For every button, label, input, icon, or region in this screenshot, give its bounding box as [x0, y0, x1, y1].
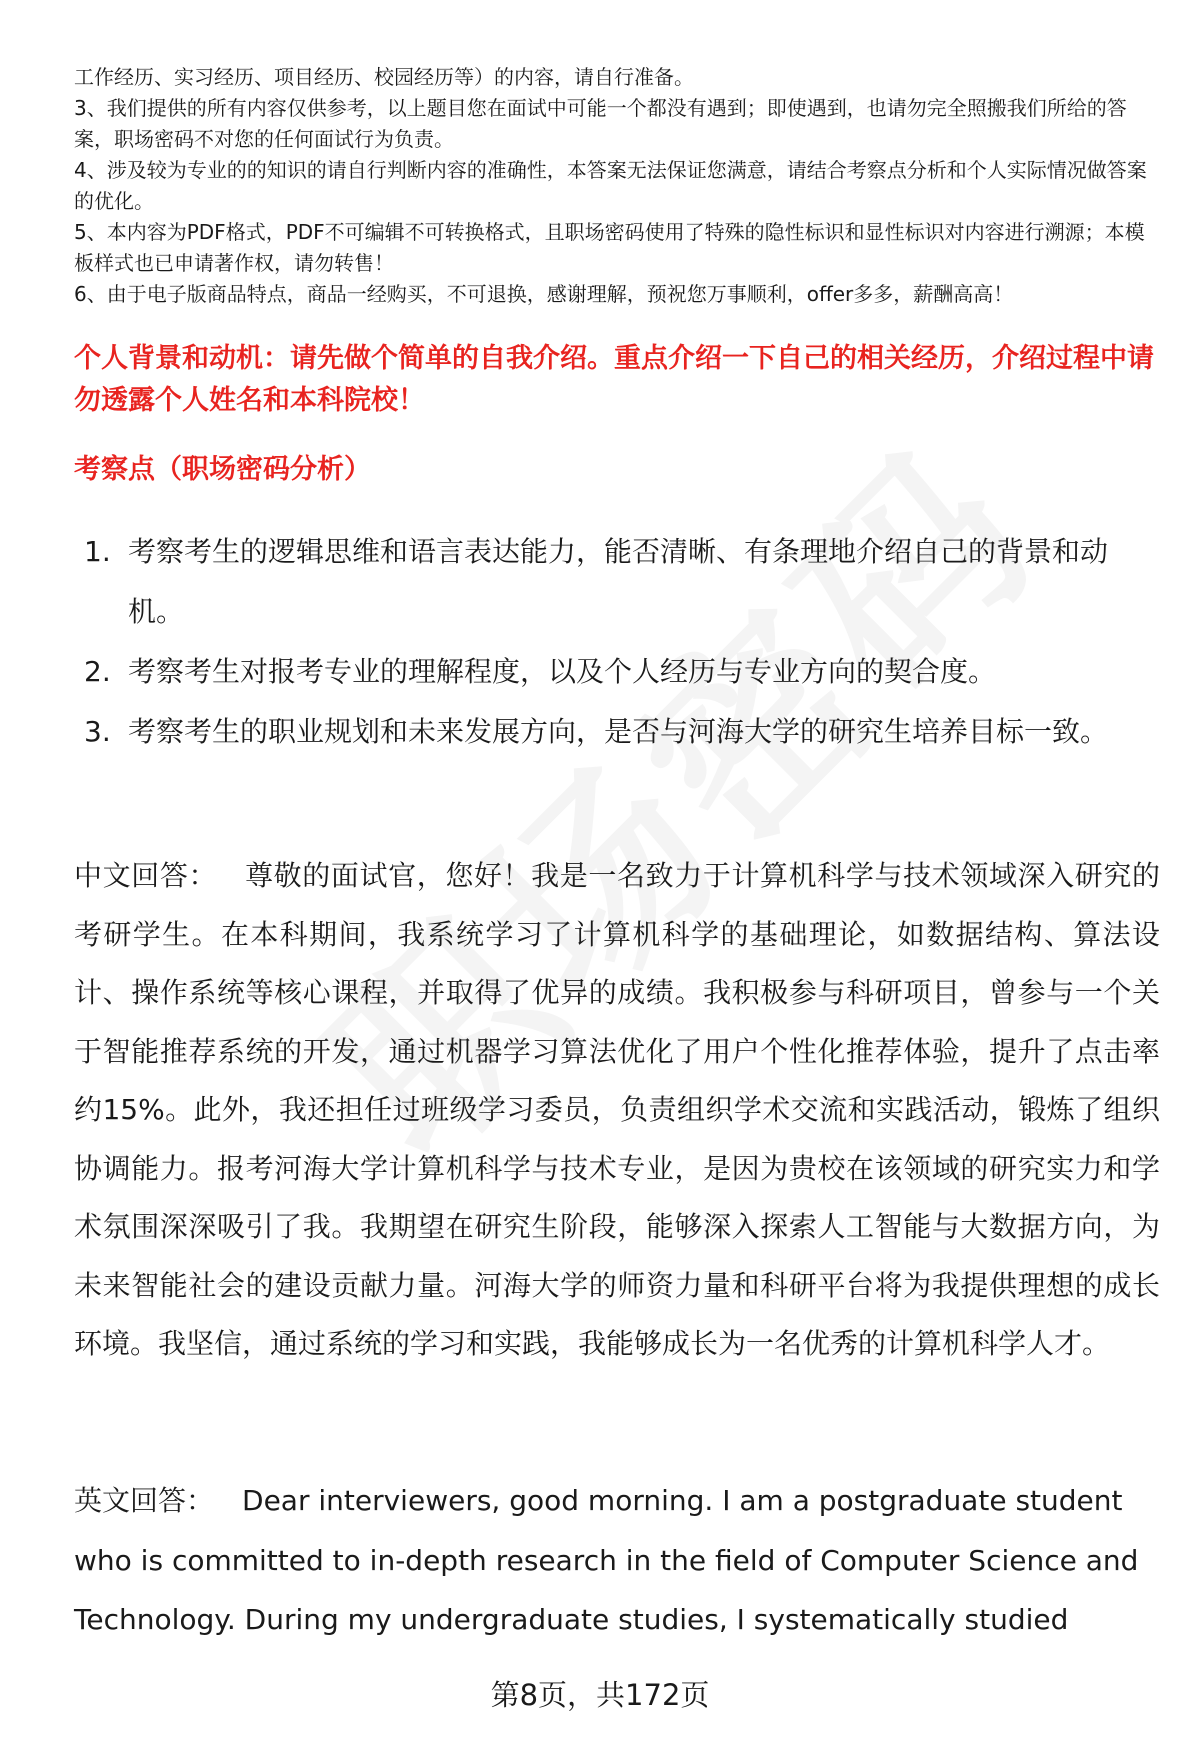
note-line: 工作经历、实习经历、项目经历、校园经历等）的内容，请自行准备。 — [74, 65, 694, 89]
list-text: 考察考生对报考专业的理解程度，以及个人经历与专业方向的契合度。 — [128, 655, 997, 688]
list-number: 3. — [84, 715, 111, 748]
note-line: 4、涉及较为专业的的知识的请自行判断内容的准确性，本答案无法保证您满意，请结合考察点分析和个人实际情况做答案的优化。 — [74, 158, 1147, 213]
list-item — [84, 702, 1144, 762]
analysis-title: 考察点（职场密码分析） — [74, 454, 371, 485]
english-answer — [74, 1471, 1160, 1650]
list-text: 考察考生的职业规划和未来发展方向，是否与河海大学的研究生培养目标一致。 — [128, 715, 1109, 748]
chinese-answer-text: 尊敬的面试官，您好！我是一名致力于计算机科学与技术领域深入研究的考研学生。在本科期间，我系统学习了计算机科学的基础理论，如数据结构、算法设计、操作系统等核心课程，并取得了优异的成绩。我积极参与科研项目，曾参与一个关于智能推荐系统的开发，通过机器学习算法优化了用户个性化推荐体验，提升了点击率约15%。此外，我还担任过班级学习委员，负责组织学术交流和实践活动，锻炼了组织协调能力。报考河海大学计算机科学与技术专业，是因为贵校在该领域的研究实力和学术氛围深深吸引了我。我期望在研究生阶段，能够深入探索人工智能与大数据方向，为未来智能社会的建设贡献力量。河海大学的师资力量和科研平台将为我提供理想的成长环境。我坚信，通过系统的学习和实践，我能够成长为一名优秀的计算机科学人才。 — [74, 859, 1160, 1360]
note-line: 3、我们提供的所有内容仅供参考，以上题目您在面试中可能一个都没有遇到；即使遇到，也请勿完全照搬我们所给的答案，职场密码不对您的任何面试行为负责。 — [74, 96, 1127, 151]
english-answer-label: 英文回答： — [74, 1484, 215, 1517]
english-answer-text: Dear interviewers, good morning. I am a postgraduate student who is committed to in-depth research in the field of Computer Science and Technology. During my undergraduate studies, I systematically studied — [74, 1484, 1139, 1636]
note-line: 5、本内容为PDF格式，PDF不可编辑不可转换格式，且职场密码使用了特殊的隐性标识和显性标识对内容进行溯源；本模板样式也已申请著作权，请勿转售！ — [74, 220, 1145, 275]
list-number: 2. — [84, 655, 111, 688]
chinese-answer — [74, 847, 1160, 1374]
list-number: 1. — [84, 535, 111, 568]
analysis-list — [84, 522, 1144, 762]
question-heading: 个人背景和动机：请先做个简单的自我介绍。重点介绍一下自己的相关经历，介绍过程中请勿透露个人姓名和本科院校！ — [74, 343, 1154, 416]
notes-section — [74, 62, 1154, 310]
page-number: 第8页，共172页 — [490, 1678, 710, 1712]
note-line: 6、由于电子版商品特点，商品一经购买，不可退换，感谢理解，预祝您万事顺利，offer多多，薪酬高高！ — [74, 282, 1014, 306]
list-item — [84, 642, 1144, 702]
chinese-answer-label: 中文回答： — [74, 859, 218, 892]
list-text: 考察考生的逻辑思维和语言表达能力，能否清晰、有条理地介绍自己的背景和动机。 — [128, 535, 1109, 628]
list-item — [84, 522, 1144, 642]
